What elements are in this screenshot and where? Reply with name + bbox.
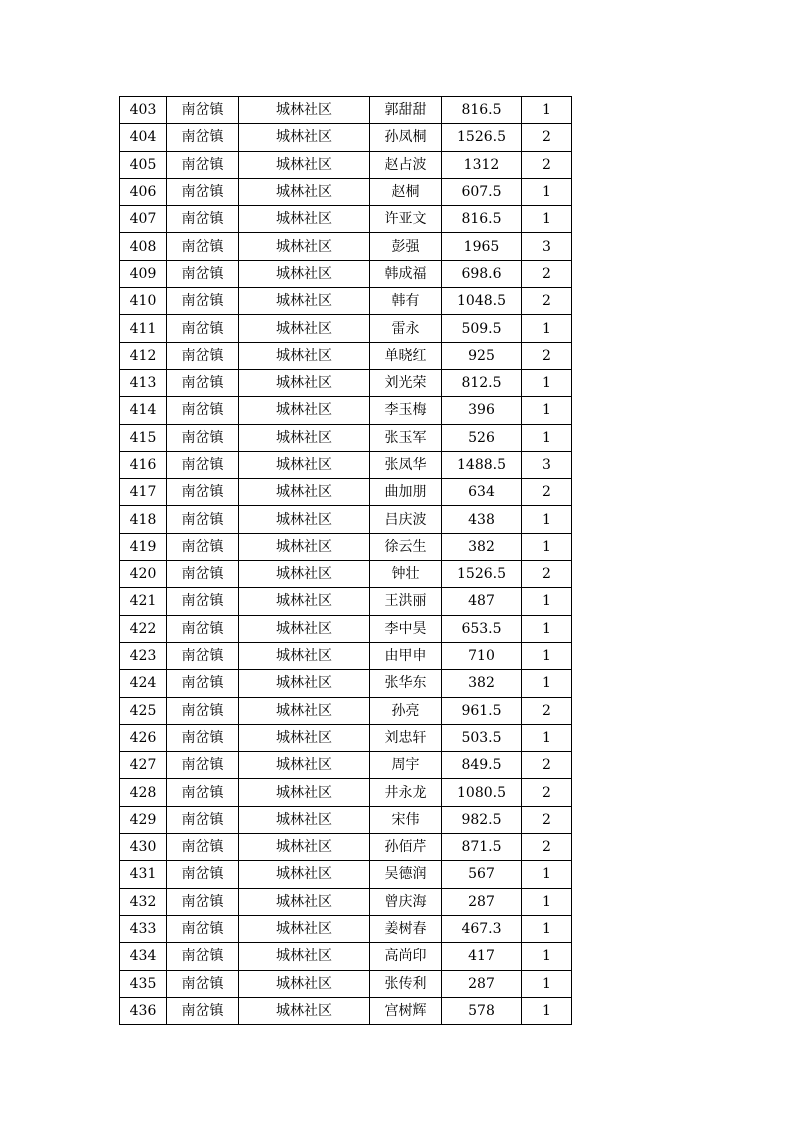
name-cell: 韩成福	[370, 260, 442, 287]
count-cell: 1	[522, 97, 572, 124]
count-cell: 1	[522, 533, 572, 560]
amount-cell: 396	[442, 397, 522, 424]
row-number-cell: 407	[120, 206, 167, 233]
town-cell: 南岔镇	[167, 260, 239, 287]
name-cell: 李玉梅	[370, 397, 442, 424]
name-cell: 由甲申	[370, 642, 442, 669]
name-cell: 张华东	[370, 670, 442, 697]
row-number-cell: 435	[120, 970, 167, 997]
count-cell: 1	[522, 315, 572, 342]
town-cell: 南岔镇	[167, 970, 239, 997]
table-row	[120, 888, 572, 915]
row-number-cell: 421	[120, 588, 167, 615]
community-cell: 城林社区	[239, 397, 370, 424]
table-row	[120, 561, 572, 588]
table-row	[120, 779, 572, 806]
count-cell: 2	[522, 779, 572, 806]
town-cell: 南岔镇	[167, 342, 239, 369]
row-number-cell: 411	[120, 315, 167, 342]
town-cell: 南岔镇	[167, 888, 239, 915]
row-number-cell: 417	[120, 479, 167, 506]
row-number-cell: 409	[120, 260, 167, 287]
row-number-cell: 404	[120, 124, 167, 151]
table-row	[120, 588, 572, 615]
count-cell: 1	[522, 970, 572, 997]
row-number-cell: 427	[120, 752, 167, 779]
amount-cell: 526	[442, 424, 522, 451]
community-cell: 城林社区	[239, 206, 370, 233]
town-cell: 南岔镇	[167, 834, 239, 861]
count-cell: 2	[522, 479, 572, 506]
table-row	[120, 342, 572, 369]
table-row	[120, 260, 572, 287]
table-row	[120, 506, 572, 533]
community-cell: 城林社区	[239, 424, 370, 451]
town-cell: 南岔镇	[167, 861, 239, 888]
table-row	[120, 834, 572, 861]
town-cell: 南岔镇	[167, 588, 239, 615]
name-cell: 吴德润	[370, 861, 442, 888]
community-cell: 城林社区	[239, 342, 370, 369]
row-number-cell: 418	[120, 506, 167, 533]
name-cell: 孙凤桐	[370, 124, 442, 151]
town-cell: 南岔镇	[167, 642, 239, 669]
row-number-cell: 410	[120, 288, 167, 315]
name-cell: 张凤华	[370, 451, 442, 478]
count-cell: 2	[522, 124, 572, 151]
name-cell: 孙佰芹	[370, 834, 442, 861]
town-cell: 南岔镇	[167, 724, 239, 751]
name-cell: 王洪丽	[370, 588, 442, 615]
community-cell: 城林社区	[239, 670, 370, 697]
amount-cell: 982.5	[442, 806, 522, 833]
table-row	[120, 697, 572, 724]
count-cell: 2	[522, 834, 572, 861]
count-cell: 1	[522, 943, 572, 970]
town-cell: 南岔镇	[167, 561, 239, 588]
town-cell: 南岔镇	[167, 97, 239, 124]
row-number-cell: 423	[120, 642, 167, 669]
community-cell: 城林社区	[239, 943, 370, 970]
name-cell: 郭甜甜	[370, 97, 442, 124]
amount-cell: 487	[442, 588, 522, 615]
table-row	[120, 861, 572, 888]
table-row	[120, 806, 572, 833]
row-number-cell: 414	[120, 397, 167, 424]
table-row	[120, 451, 572, 478]
name-cell: 宫树辉	[370, 997, 442, 1024]
town-cell: 南岔镇	[167, 315, 239, 342]
town-cell: 南岔镇	[167, 806, 239, 833]
amount-cell: 1048.5	[442, 288, 522, 315]
community-cell: 城林社区	[239, 697, 370, 724]
count-cell: 1	[522, 615, 572, 642]
table-row	[120, 206, 572, 233]
count-cell: 2	[522, 697, 572, 724]
row-number-cell: 426	[120, 724, 167, 751]
name-cell: 刘忠轩	[370, 724, 442, 751]
community-cell: 城林社区	[239, 369, 370, 396]
amount-cell: 503.5	[442, 724, 522, 751]
amount-cell: 607.5	[442, 178, 522, 205]
community-cell: 城林社区	[239, 615, 370, 642]
row-number-cell: 422	[120, 615, 167, 642]
row-number-cell: 406	[120, 178, 167, 205]
name-cell: 赵占波	[370, 151, 442, 178]
town-cell: 南岔镇	[167, 178, 239, 205]
row-number-cell: 431	[120, 861, 167, 888]
name-cell: 高尚印	[370, 943, 442, 970]
name-cell: 张传利	[370, 970, 442, 997]
community-cell: 城林社区	[239, 233, 370, 260]
row-number-cell: 428	[120, 779, 167, 806]
table-row	[120, 151, 572, 178]
row-number-cell: 425	[120, 697, 167, 724]
town-cell: 南岔镇	[167, 397, 239, 424]
town-cell: 南岔镇	[167, 779, 239, 806]
row-number-cell: 424	[120, 670, 167, 697]
row-number-cell: 430	[120, 834, 167, 861]
amount-cell: 1488.5	[442, 451, 522, 478]
count-cell: 1	[522, 888, 572, 915]
row-number-cell: 413	[120, 369, 167, 396]
table-body	[120, 97, 572, 1025]
community-cell: 城林社区	[239, 151, 370, 178]
town-cell: 南岔镇	[167, 451, 239, 478]
amount-cell: 567	[442, 861, 522, 888]
count-cell: 1	[522, 588, 572, 615]
community-cell: 城林社区	[239, 806, 370, 833]
town-cell: 南岔镇	[167, 424, 239, 451]
count-cell: 1	[522, 424, 572, 451]
row-number-cell: 408	[120, 233, 167, 260]
town-cell: 南岔镇	[167, 670, 239, 697]
table-row	[120, 424, 572, 451]
town-cell: 南岔镇	[167, 479, 239, 506]
name-cell: 李中昊	[370, 615, 442, 642]
community-cell: 城林社区	[239, 861, 370, 888]
amount-cell: 1526.5	[442, 124, 522, 151]
table-row	[120, 178, 572, 205]
community-cell: 城林社区	[239, 178, 370, 205]
count-cell: 3	[522, 451, 572, 478]
name-cell: 宋伟	[370, 806, 442, 833]
amount-cell: 287	[442, 888, 522, 915]
table-row	[120, 915, 572, 942]
row-number-cell: 415	[120, 424, 167, 451]
name-cell: 曲加朋	[370, 479, 442, 506]
table-row	[120, 943, 572, 970]
town-cell: 南岔镇	[167, 615, 239, 642]
count-cell: 1	[522, 915, 572, 942]
count-cell: 1	[522, 861, 572, 888]
name-cell: 井永龙	[370, 779, 442, 806]
community-cell: 城林社区	[239, 642, 370, 669]
community-cell: 城林社区	[239, 997, 370, 1024]
name-cell: 许亚文	[370, 206, 442, 233]
table-row	[120, 615, 572, 642]
community-cell: 城林社区	[239, 752, 370, 779]
name-cell: 徐云生	[370, 533, 442, 560]
count-cell: 1	[522, 997, 572, 1024]
amount-cell: 1526.5	[442, 561, 522, 588]
table-row	[120, 752, 572, 779]
amount-cell: 816.5	[442, 206, 522, 233]
amount-cell: 287	[442, 970, 522, 997]
community-cell: 城林社区	[239, 915, 370, 942]
count-cell: 1	[522, 397, 572, 424]
community-cell: 城林社区	[239, 779, 370, 806]
community-cell: 城林社区	[239, 479, 370, 506]
town-cell: 南岔镇	[167, 233, 239, 260]
table-row	[120, 124, 572, 151]
count-cell: 1	[522, 642, 572, 669]
count-cell: 2	[522, 806, 572, 833]
town-cell: 南岔镇	[167, 206, 239, 233]
name-cell: 吕庆波	[370, 506, 442, 533]
town-cell: 南岔镇	[167, 752, 239, 779]
table-row	[120, 315, 572, 342]
count-cell: 2	[522, 151, 572, 178]
community-cell: 城林社区	[239, 561, 370, 588]
town-cell: 南岔镇	[167, 997, 239, 1024]
row-number-cell: 403	[120, 97, 167, 124]
town-cell: 南岔镇	[167, 533, 239, 560]
name-cell: 单晓红	[370, 342, 442, 369]
community-cell: 城林社区	[239, 888, 370, 915]
name-cell: 刘光荣	[370, 369, 442, 396]
community-cell: 城林社区	[239, 724, 370, 751]
amount-cell: 382	[442, 533, 522, 560]
community-cell: 城林社区	[239, 451, 370, 478]
amount-cell: 438	[442, 506, 522, 533]
table-row	[120, 533, 572, 560]
amount-cell: 467.3	[442, 915, 522, 942]
table-row	[120, 724, 572, 751]
row-number-cell: 434	[120, 943, 167, 970]
community-cell: 城林社区	[239, 124, 370, 151]
community-cell: 城林社区	[239, 506, 370, 533]
amount-cell: 1965	[442, 233, 522, 260]
row-number-cell: 419	[120, 533, 167, 560]
table-row	[120, 997, 572, 1024]
amount-cell: 698.6	[442, 260, 522, 287]
town-cell: 南岔镇	[167, 943, 239, 970]
community-cell: 城林社区	[239, 260, 370, 287]
amount-cell: 634	[442, 479, 522, 506]
amount-cell: 653.5	[442, 615, 522, 642]
row-number-cell: 420	[120, 561, 167, 588]
count-cell: 1	[522, 670, 572, 697]
name-cell: 赵桐	[370, 178, 442, 205]
count-cell: 1	[522, 206, 572, 233]
town-cell: 南岔镇	[167, 288, 239, 315]
town-cell: 南岔镇	[167, 915, 239, 942]
count-cell: 1	[522, 369, 572, 396]
row-number-cell: 429	[120, 806, 167, 833]
amount-cell: 961.5	[442, 697, 522, 724]
amount-cell: 812.5	[442, 369, 522, 396]
table-row	[120, 642, 572, 669]
count-cell: 1	[522, 506, 572, 533]
count-cell: 1	[522, 724, 572, 751]
name-cell: 张玉军	[370, 424, 442, 451]
row-number-cell: 412	[120, 342, 167, 369]
community-cell: 城林社区	[239, 97, 370, 124]
count-cell: 2	[522, 752, 572, 779]
amount-cell: 509.5	[442, 315, 522, 342]
amount-cell: 417	[442, 943, 522, 970]
community-cell: 城林社区	[239, 588, 370, 615]
amount-cell: 710	[442, 642, 522, 669]
name-cell: 雷永	[370, 315, 442, 342]
count-cell: 3	[522, 233, 572, 260]
amount-cell: 1080.5	[442, 779, 522, 806]
name-cell: 韩有	[370, 288, 442, 315]
row-number-cell: 432	[120, 888, 167, 915]
amount-cell: 816.5	[442, 97, 522, 124]
community-cell: 城林社区	[239, 834, 370, 861]
row-number-cell: 433	[120, 915, 167, 942]
amount-cell: 849.5	[442, 752, 522, 779]
table-row	[120, 369, 572, 396]
row-number-cell: 416	[120, 451, 167, 478]
table-row	[120, 970, 572, 997]
town-cell: 南岔镇	[167, 124, 239, 151]
community-cell: 城林社区	[239, 288, 370, 315]
table-row	[120, 288, 572, 315]
count-cell: 1	[522, 178, 572, 205]
table-row	[120, 479, 572, 506]
amount-cell: 925	[442, 342, 522, 369]
amount-cell: 578	[442, 997, 522, 1024]
community-cell: 城林社区	[239, 970, 370, 997]
count-cell: 2	[522, 561, 572, 588]
data-table	[119, 96, 572, 1025]
name-cell: 姜树春	[370, 915, 442, 942]
community-cell: 城林社区	[239, 315, 370, 342]
amount-cell: 871.5	[442, 834, 522, 861]
row-number-cell: 436	[120, 997, 167, 1024]
name-cell: 孙亮	[370, 697, 442, 724]
community-cell: 城林社区	[239, 533, 370, 560]
town-cell: 南岔镇	[167, 697, 239, 724]
town-cell: 南岔镇	[167, 369, 239, 396]
table-row	[120, 233, 572, 260]
name-cell: 彭强	[370, 233, 442, 260]
town-cell: 南岔镇	[167, 506, 239, 533]
row-number-cell: 405	[120, 151, 167, 178]
name-cell: 钟壮	[370, 561, 442, 588]
name-cell: 曾庆海	[370, 888, 442, 915]
town-cell: 南岔镇	[167, 151, 239, 178]
table-row	[120, 397, 572, 424]
count-cell: 2	[522, 260, 572, 287]
amount-cell: 382	[442, 670, 522, 697]
table-row	[120, 97, 572, 124]
amount-cell: 1312	[442, 151, 522, 178]
name-cell: 周宇	[370, 752, 442, 779]
count-cell: 2	[522, 342, 572, 369]
table-row	[120, 670, 572, 697]
count-cell: 2	[522, 288, 572, 315]
